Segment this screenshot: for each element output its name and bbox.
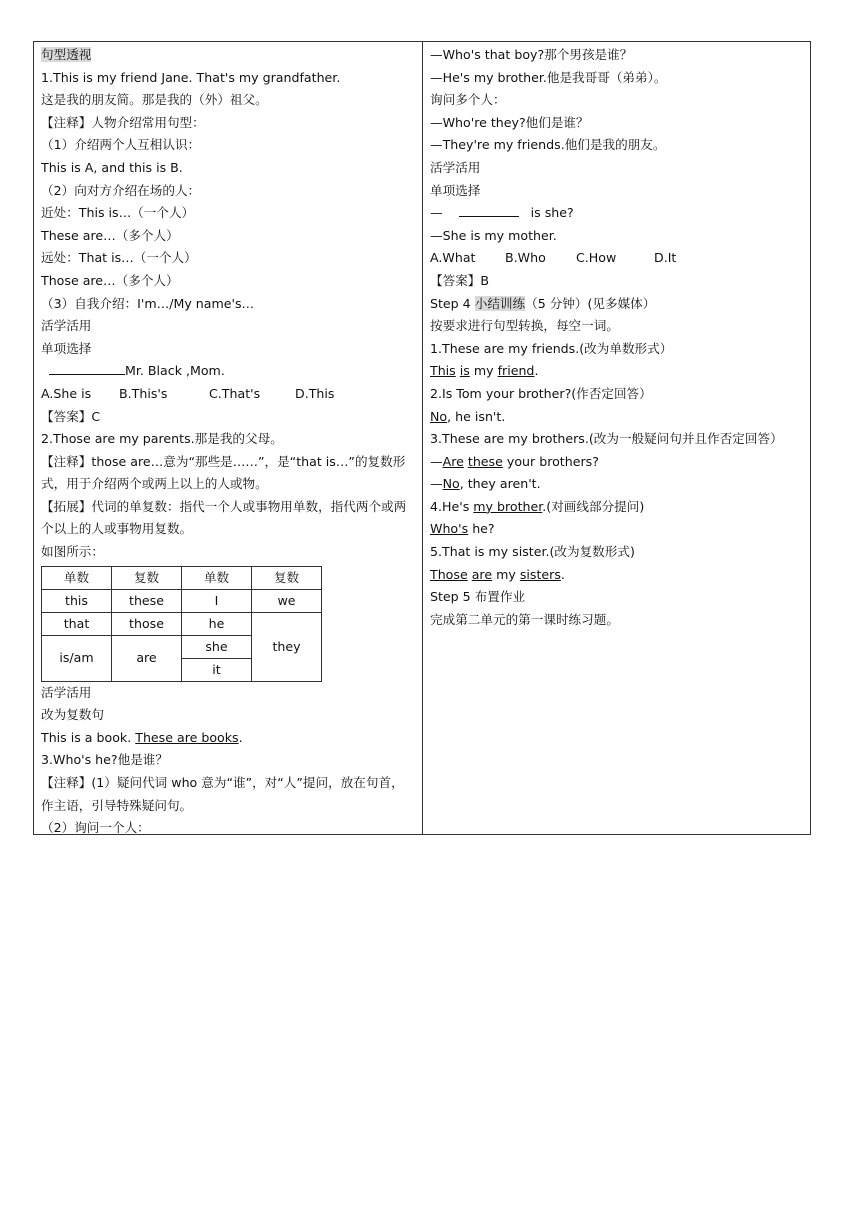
answer-word: these	[467, 453, 503, 469]
step-4-heading	[430, 293, 803, 316]
task-3-answer-2	[430, 473, 803, 496]
question-1	[41, 360, 415, 383]
answer-text: , they aren't.	[459, 476, 541, 492]
underlined-part: my brother	[473, 498, 543, 514]
table-header: 单数	[42, 566, 112, 589]
dialog-line: —Who're they?他们是谁？	[430, 114, 589, 130]
option-b: B.Who	[505, 250, 546, 266]
note-1-far-single: 远处：That is…（一个人）	[41, 250, 197, 266]
plural-question: This is a book. These are books.	[41, 729, 243, 745]
option-c: C.That's	[209, 385, 261, 401]
question-2-options	[430, 247, 803, 270]
answer-blank	[49, 360, 125, 375]
note-3: 【注释】(1）疑问代词 who 意为“谁”，对“人”提问，放在句首，作主语，引导特殊疑问句。	[41, 775, 404, 813]
answer-word: is	[459, 363, 470, 379]
note-1-point-3: （3）自我介绍：I'm…/My name's…	[41, 295, 255, 311]
question-1-text: Mr. Black ,Mom.	[125, 363, 225, 379]
dialog-line: —He's my brother.他是我哥哥（弟弟）。	[430, 69, 667, 85]
answer-word: Those	[430, 566, 468, 582]
plural-question-text: This is a book.	[41, 729, 132, 745]
pronoun-table	[41, 566, 322, 682]
table-cell: is/am	[42, 635, 112, 681]
note-2: 【注释】those are…意为“那些是……”，是“that is…”的复数形式，用于介绍两个或两上以上的人或物。	[41, 453, 406, 492]
question-2-text: is she?	[530, 205, 574, 221]
sentence-1-en: 1.This is my friend Jane. That's my grandfather.	[41, 69, 341, 85]
question-1-options	[41, 383, 415, 406]
dialog-line: —Who's that boy?那个男孩是谁？	[430, 47, 633, 62]
step-4-task: 按要求进行句型转换，每空一词。	[430, 318, 619, 334]
lesson-table	[33, 41, 811, 835]
note-1-near-single: 近处：This is…（一个人）	[41, 205, 195, 221]
answer-word: This	[430, 363, 456, 379]
note-1-point-1: （1）介绍两个人互相认识：	[41, 137, 201, 153]
answer-text: he?	[472, 521, 495, 537]
practice-label-1: 活学活用	[41, 318, 92, 334]
answer-word: Are	[442, 453, 464, 469]
answer-word: are	[471, 566, 493, 582]
answer-1: 【答案】C	[41, 408, 101, 424]
task-2-answer	[430, 406, 803, 429]
option-a: A.She is	[41, 385, 92, 401]
note-1-point-2: （2）向对方介绍在场的人：	[41, 182, 201, 198]
answer-text: your brothers?	[506, 453, 599, 469]
note-1-point-1-example: This is A, and this is B.	[41, 159, 183, 175]
question-2	[430, 202, 803, 225]
step-5-task: 完成第二单元的第一课时练习题。	[430, 611, 619, 627]
answer-text: my	[496, 566, 516, 582]
table-cell: he	[182, 612, 252, 635]
choice-label-1: 单项选择	[41, 340, 92, 356]
step-5-heading: Step 5 布置作业	[430, 589, 526, 605]
table-header: 复数	[252, 566, 322, 589]
figure-label: 如图所示：	[41, 544, 104, 560]
extension-2: 【拓展】代词的单复数：指代一个人或事物用单数，指代两个或两个以上的人或事物用复数。	[41, 498, 407, 537]
note-1-far-plural: Those are…（多个人）	[41, 272, 179, 288]
note-3-point-2: （2）询问一个人：	[41, 820, 150, 834]
practice-label-2: 活学活用	[41, 684, 92, 700]
ask-plural-label: 询问多个人：	[430, 92, 506, 108]
step-4-time: （5 分钟）(见多媒体）	[525, 295, 656, 311]
table-cell: this	[42, 589, 112, 612]
option-d: D.It	[654, 250, 677, 266]
table-cell: they	[252, 612, 322, 681]
answer-word: friend	[497, 363, 535, 379]
right-column	[423, 42, 810, 834]
table-cell: are	[112, 635, 182, 681]
task-1-question: 1.These are my friends.(改为单数形式）	[430, 340, 673, 356]
answer-word: sisters	[519, 566, 561, 582]
dialog-line: —They're my friends.他们是我的朋友。	[430, 137, 666, 153]
answer-text: , he isn't.	[447, 408, 506, 424]
plural-task: 改为复数句	[41, 707, 104, 723]
task-2-question: 2.Is Tom your brother?(作否定回答）	[430, 385, 652, 401]
task-5-answer: Those are my sisters.	[430, 566, 565, 582]
table-cell: that	[42, 612, 112, 635]
step-4-label: Step 4	[430, 295, 471, 311]
step-4-title: 小结训练	[474, 295, 526, 311]
note-1-near-plural: These are…（多个人）	[41, 227, 179, 243]
table-cell: these	[112, 589, 182, 612]
question-text: 4.He's	[430, 498, 470, 514]
task-4-answer	[430, 518, 803, 541]
answer-2: 【答案】B	[430, 272, 490, 288]
note-1-head: 【注释】人物介绍常用句型：	[41, 114, 205, 130]
answer-text: my	[473, 363, 494, 379]
table-header: 单数	[182, 566, 252, 589]
dash: —	[430, 205, 443, 221]
table-cell: those	[112, 612, 182, 635]
task-1-answer: This is my friend.	[430, 363, 539, 379]
sentence-1-cn: 这是我的朋友简。那是我的（外）祖父。	[41, 92, 268, 108]
task-4-question	[430, 496, 803, 519]
option-b: B.This's	[119, 385, 168, 401]
task-5-question: 5.That is my sister.(改为复数形式)	[430, 544, 635, 560]
sentence-3-en: 3.Who's he?他是谁？	[41, 752, 168, 768]
table-cell: she	[182, 635, 252, 658]
task-3-question: 3.These are my brothers.(改为一般疑问句并且作否定回答）	[430, 431, 783, 447]
option-c: C.How	[576, 250, 617, 266]
task-3-answer-1	[430, 451, 803, 474]
plural-answer: These are books	[135, 729, 239, 745]
choice-label: 单项选择	[430, 182, 481, 198]
practice-label: 活学活用	[430, 159, 481, 175]
dash: —	[430, 453, 443, 469]
table-cell: I	[182, 589, 252, 612]
left-column	[34, 42, 423, 834]
question-text: .(对画线部分提问)	[542, 498, 645, 514]
table-cell: it	[182, 658, 252, 681]
option-d: D.This	[295, 385, 335, 401]
answer-word: No	[442, 476, 460, 492]
answer-word: Who's	[430, 521, 469, 537]
dash: —	[430, 476, 443, 492]
answer-blank	[459, 202, 519, 217]
table-cell: we	[252, 589, 322, 612]
sentence-2-en: 2.Those are my parents.那是我的父母。	[41, 431, 283, 447]
answer-word: No	[430, 408, 448, 424]
question-2-reply: —She is my mother.	[430, 227, 557, 243]
table-header: 复数	[112, 566, 182, 589]
section-title: 句型透视	[41, 47, 92, 62]
option-a: A.What	[430, 250, 476, 266]
